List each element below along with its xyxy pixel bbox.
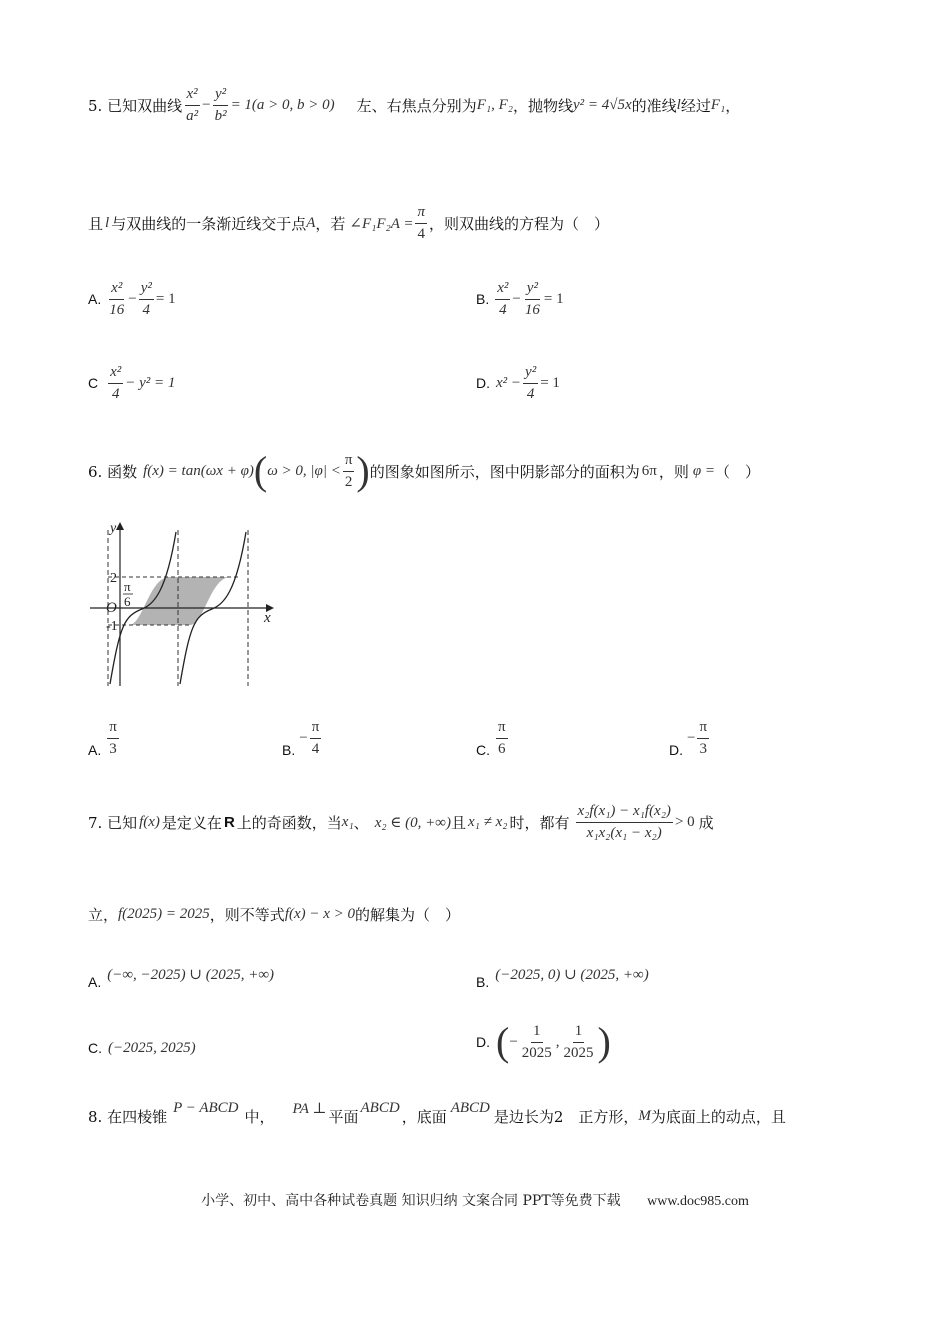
q5-line1: 5. 已知双曲线 $\frac{\text{x²}}{\text{a²}}$ − $\frac{\text{y²}}{\text{b²}}$ = 1(a > 0, b > 0) 左、右焦点分别为 F₁, F₂ ，抛物线 y² = 4√5x 的准线 l 经过 F₁ ， <box>88 86 741 124</box>
y-axis-label: y <box>110 521 117 536</box>
q7-line1: 7. 已知 f(x) 是定义在 R 上的奇函数，当 x₁ 、 x₂ ∈ (0, +∞) 且 x₁ ≠ x₂ 时，都有 $\frac{\text{x₂f(x₁) − x₁f(x₂)}}{\text{x₁x₂(x₁ − x₂)}}$ > 0 成 <box>88 803 714 841</box>
q6-option-b[interactable]: B. − $\frac{\pi}{4}$ <box>282 719 320 758</box>
q8-line: 8. 在四棱锥 P − ABCD 中， PA ⊥ 平面 ABCD ，底面 ABCD 是边长为2 正方形， M 为底面上的动点，且 <box>88 1099 786 1126</box>
q7-option-b[interactable]: B. (−2025, 0) ∪ (2025, +∞) <box>476 966 649 990</box>
q7-option-a[interactable]: A. (−∞, −2025) ∪ (2025, +∞) <box>88 966 275 990</box>
footer-text: 小学、初中、高中各种试卷真题 知识归纳 文案合同 PPT等免费下载 <box>201 1193 621 1209</box>
q7-line2: 立， f(2025) = 2025 ，则不等式 f(x) − x > 0 的解集为（ ） <box>88 905 461 924</box>
q7-inequality: $\frac{\text{x₂f(x₁) − x₁f(x₂)}}{\text{x₁x₂(x₁ − x₂)}}$ <box>577 803 671 841</box>
x-tick-den: 6 <box>124 594 131 609</box>
q6-func: f(x) = tan(ωx + φ) <box>143 462 254 479</box>
y-tick-2: 2 <box>110 571 117 586</box>
q5-angle: ∠F₁F₂A = <box>349 215 414 232</box>
q5-frac-y: $\frac{\text{y²}}{\text{b²}}$ <box>214 86 227 124</box>
origin-label: O <box>106 600 117 616</box>
x-axis-label: x <box>264 610 271 626</box>
q5-hyperbola-tail: = 1(a > 0, b > 0) <box>230 96 335 113</box>
q6-line: 6. 函数 f(x) = tan(ωx + φ) ( ω > 0, |φ| < $\frac{\pi}{2}$ ) 的图象如图所示，图中阴影部分的面积为 6π ，则 φ = （ ） <box>88 448 761 493</box>
x-tick-num: π <box>124 579 131 594</box>
q6-option-c[interactable]: C. $\frac{\pi}{6}$ <box>476 719 506 758</box>
q5-lead: 5. 已知双曲线 <box>88 96 183 115</box>
footer-link[interactable]: www.doc985.com <box>647 1194 749 1209</box>
q5-option-d[interactable]: D. x² − $\frac{\text{y²}}{4}$ = 1 <box>476 364 560 402</box>
shaded-region <box>129 577 230 625</box>
q5-option-c[interactable]: C $\frac{\text{x²}}{4}$ − y² = 1 <box>88 364 176 402</box>
q5-option-b[interactable]: B. $\frac{\text{x²}}{4}$ − $\frac{\text{y²}}{16}$ = 1 <box>476 280 564 318</box>
q7-option-c[interactable]: C. (−2025, 2025) <box>88 1039 196 1056</box>
tangent-graph <box>86 518 286 690</box>
footer <box>0 1190 950 1210</box>
q6-option-d[interactable]: D. − $\frac{\pi}{3}$ <box>669 719 708 758</box>
y-axis-arrow <box>116 522 124 530</box>
q7-option-d[interactable]: D. ( − $\frac{1}{2025}$ , $\frac{1}{2025}$ ) <box>476 1019 611 1064</box>
q5-option-a[interactable]: A. $\frac{\text{x²}}{16}$ − $\frac{\text{y²}}{4}$ = 1 <box>88 280 176 318</box>
q5-frac-x: $\frac{\text{x²}}{\text{a²}}$ <box>186 86 199 124</box>
q6-option-a[interactable]: A. $\frac{\pi}{3}$ <box>88 719 117 758</box>
q5-line2: 且 l 与双曲线的一条渐近线交于点 A ，若 ∠F₁F₂A = $\frac{\pi}{4}$ ，则双曲线的方程为（ ） <box>88 204 610 242</box>
y-tick-neg1: -1 <box>106 619 118 634</box>
q6-area: 6π <box>641 462 657 479</box>
q5-parabola: y² = 4√5x <box>572 96 632 113</box>
